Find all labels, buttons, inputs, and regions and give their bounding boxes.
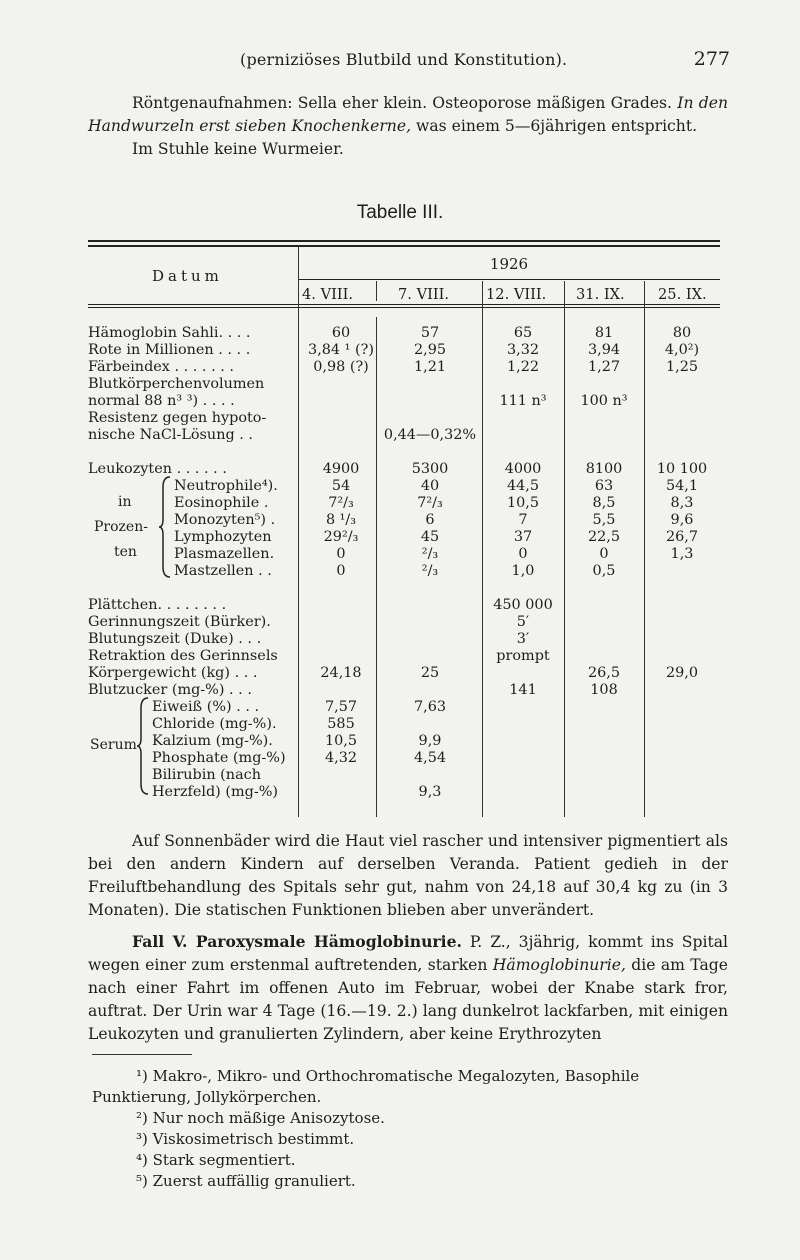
cell-value: 5′ [516, 614, 530, 630]
cell-value: 26,5 [587, 665, 621, 681]
col-head-5: 25. IX. [658, 286, 707, 303]
cell-value: 7,57 [324, 699, 358, 715]
page-header [90, 48, 730, 72]
intro-text: Röntgenaufnahmen: Sella eher klein. Osteoporose mäßigen Grades. [132, 94, 673, 112]
row-label: Hämoglobin Sahli. . . . [88, 325, 251, 341]
cell-value: ²/₃ [421, 563, 439, 579]
footnote-5-text: ⁵) Zuerst auffällig granuliert. [136, 1172, 356, 1190]
cell-value: 450 000 [493, 597, 553, 613]
cell-value: 585 [327, 716, 355, 732]
intro-paragraph [88, 92, 728, 161]
col-head-2: 7. VIII. [398, 286, 450, 303]
row-label: Blutungszeit (Duke) . . . [88, 631, 262, 647]
footnote-1 [92, 1066, 732, 1108]
group-label-ten: ten [114, 544, 137, 560]
cell-value: 1,3 [670, 546, 694, 562]
cell-value: 7²/₃ [417, 495, 443, 511]
cell-value: 1,27 [587, 359, 621, 375]
row-label: Phosphate (mg-%) [152, 750, 286, 766]
cell-value: 7,63 [413, 699, 447, 715]
cell-value: 10 100 [656, 461, 708, 477]
cell-value: 40 [420, 478, 440, 494]
intro-line2: Im Stuhle keine Wurmeier. [132, 140, 344, 158]
row-label: Körpergewicht (kg) . . . [88, 665, 258, 681]
intro-text-end: was einem 5—6jährigen entspricht. [416, 117, 698, 135]
row-label: Retraktion des Gerinnsels [88, 648, 278, 664]
footnote-3 [92, 1129, 732, 1150]
footnote-3-text: ³) Viskosimetrisch bestimmt. [136, 1130, 355, 1148]
table-top-rule [88, 240, 720, 242]
row-label: Mastzellen . . [174, 563, 272, 579]
cell-value: 80 [672, 325, 692, 341]
cell-value: 8,5 [592, 495, 616, 511]
row-label: Plättchen. . . . . . . . [88, 597, 227, 613]
header-bottom-rule [88, 304, 720, 305]
row-label: Chloride (mg-%). [152, 716, 277, 732]
cell-value: 8 ¹/₃ [325, 512, 357, 528]
cell-value: 2,95 [413, 342, 447, 358]
head-divider-2 [376, 281, 377, 301]
year-label: 1926 [489, 255, 529, 273]
row-label: Rote in Millionen . . . . [88, 342, 251, 358]
cell-value: 10,5 [324, 733, 358, 749]
cell-value: 29,0 [665, 665, 699, 681]
brace-leukocytes [158, 475, 172, 579]
body-text-1: Auf Sonnenbäder wird die Haut viel rascher und intensiver pigmentiert als bei den andern Kindern auf derselben Veranda. Patient gedieh in der Freiluftbehandlung des Spitals sehr gut, nahm von 24,18 auf 30,4 kg zu (in 3 Monaten). Die statischen Funktionen blieben aber unverändert. [88, 832, 728, 919]
cell-value: 141 [509, 682, 537, 698]
cell-value: 9,9 [418, 733, 442, 749]
row-label: Färbeindex . . . . . . . [88, 359, 234, 375]
cell-value: 4000 [504, 461, 542, 477]
row-label: Eiweiß (%) . . . [152, 699, 260, 715]
row-label: Plasmazellen. [174, 546, 275, 562]
row-label: Bilirubin (nach [152, 767, 261, 783]
footnote-4-text: ⁴) Stark segmentiert. [136, 1151, 296, 1169]
cell-value: 4,32 [324, 750, 358, 766]
group-label-prozen: Prozen- [94, 519, 148, 535]
cell-value: 37 [513, 529, 533, 545]
group-label-in: in [118, 494, 132, 510]
row-label: Lymphozyten [174, 529, 272, 545]
body-paragraph-1 [88, 830, 728, 922]
cell-value: 100 n³ [580, 393, 628, 409]
case-text-1: P. Z., 3jährig, kommt ins Spital wegen einer zum erstenmal auftretenden, starken [88, 933, 729, 974]
cell-value: ²/₃ [421, 546, 439, 562]
cell-value: 5,5 [592, 512, 616, 528]
row-label: Neutrophile⁴). [174, 478, 278, 494]
row-label: Blutzucker (mg-%) . . . [88, 682, 252, 698]
row-label: Eosinophile . [174, 495, 269, 511]
intro-italic: In den Handwurzeln erst sieben Knochenkerne, [88, 94, 728, 135]
case-italic: Hämoglobinurie, [492, 956, 626, 974]
body-paragraph-2 [88, 930, 728, 1046]
cell-value: 1,22 [506, 359, 540, 375]
cell-value: 1,25 [665, 359, 699, 375]
row-label: Gerinnungszeit (Bürker). [88, 614, 271, 630]
brace-serum [136, 696, 150, 796]
col-head-1: 4. VIII. [302, 286, 354, 303]
table-title: Tabelle III. [356, 202, 444, 223]
case-heading: Fall V. Paroxysmale Hämoglobinurie. [132, 932, 462, 951]
cell-value: 3′ [516, 631, 530, 647]
cell-value: 60 [331, 325, 351, 341]
row-label: Resistenz gegen hypoto- [88, 410, 267, 426]
row-label: Monozyten⁵) . [174, 512, 276, 528]
row-label: Leukozyten . . . . . . [88, 461, 227, 477]
cell-value: 4900 [322, 461, 360, 477]
row-label: Herzfeld) (mg-%) [152, 784, 278, 800]
cell-value: 9,6 [670, 512, 694, 528]
running-title: (perniziöses Blutbild und Konstitution). [240, 50, 568, 69]
case-text-2: die am Tage nach einer Fahrt im offenen Auto im Februar, wobei der Knabe stark fror, auftrat. Der Urin war 4 Tage (16.—19. 2.) lang dunkelrot lackfarben, mit einigen Leukozyten und granulierten Zylindern, aber keine Erythrozyten [88, 956, 728, 1043]
cell-value: 0,5 [592, 563, 616, 579]
cell-value: 3,32 [506, 342, 540, 358]
row-label: Kalzium (mg-%). [152, 733, 273, 749]
row-label: Blutkörperchenvolumen [88, 376, 265, 392]
data-table [88, 237, 720, 817]
cell-value: 7²/₃ [328, 495, 354, 511]
cell-value: 57 [420, 325, 440, 341]
year-rule [298, 279, 720, 280]
cell-value: 22,5 [587, 529, 621, 545]
col-head-4: 31. IX. [576, 286, 625, 303]
cell-value: 4,0²) [664, 342, 700, 358]
cell-value: 6 [425, 512, 435, 528]
datum-label: Datum [152, 267, 223, 285]
cell-value: 0 [599, 546, 609, 562]
cell-value: 81 [594, 325, 614, 341]
cell-value: 108 [590, 682, 618, 698]
cell-value: 63 [594, 478, 614, 494]
cell-value: 3,94 [587, 342, 621, 358]
cell-value: 0,98 (?) [313, 359, 369, 375]
cell-value: 29²/₃ [323, 529, 359, 545]
cell-value: 54,1 [665, 478, 699, 494]
cell-value: 24,18 [320, 665, 362, 681]
cell-value: 25 [420, 665, 440, 681]
cell-value: 0,44—0,32% [383, 427, 477, 443]
cell-value: 111 n³ [499, 393, 547, 409]
header-bottom-rule-2 [88, 307, 720, 308]
cell-value: 10,5 [506, 495, 540, 511]
row-label: nische NaCl-Lösung . . [88, 427, 253, 443]
footnote-2 [92, 1108, 732, 1129]
cell-value: 5300 [411, 461, 449, 477]
row-label: normal 88 n³ ³) . . . . [88, 393, 235, 409]
footnote-1-text: ¹) Makro-, Mikro- und Orthochromatische Megalozyten, Basophile Punktierung, Jollykörperchen. [92, 1067, 640, 1106]
table-top-rule-2 [88, 245, 720, 247]
cell-value: 26,7 [665, 529, 699, 545]
cell-value: 65 [513, 325, 533, 341]
cell-value: 8100 [585, 461, 623, 477]
cell-value: 3,84 ¹ (?) [308, 342, 374, 358]
group-label-serum: Serum [90, 737, 137, 753]
cell-value: prompt [496, 648, 550, 664]
cell-value: 8,3 [670, 495, 694, 511]
footnote-rule [92, 1054, 192, 1055]
cell-value: 0 [518, 546, 528, 562]
cell-value: 0 [336, 546, 346, 562]
cell-value: 1,0 [511, 563, 535, 579]
footnote-2-text: ²) Nur noch mäßige Anisozytose. [136, 1109, 385, 1127]
footnote-4 [92, 1150, 732, 1171]
cell-value: 7 [518, 512, 528, 528]
cell-value: 1,21 [413, 359, 447, 375]
cell-value: 44,5 [506, 478, 540, 494]
cell-value: 45 [420, 529, 440, 545]
cell-value: 54 [331, 478, 351, 494]
page-number: 277 [693, 48, 730, 70]
cell-value: 9,3 [418, 784, 442, 800]
col-head-3: 12. VIII. [486, 286, 547, 303]
cell-value: 4,54 [413, 750, 447, 766]
cell-value: 0 [336, 563, 346, 579]
footnote-5 [92, 1171, 732, 1192]
